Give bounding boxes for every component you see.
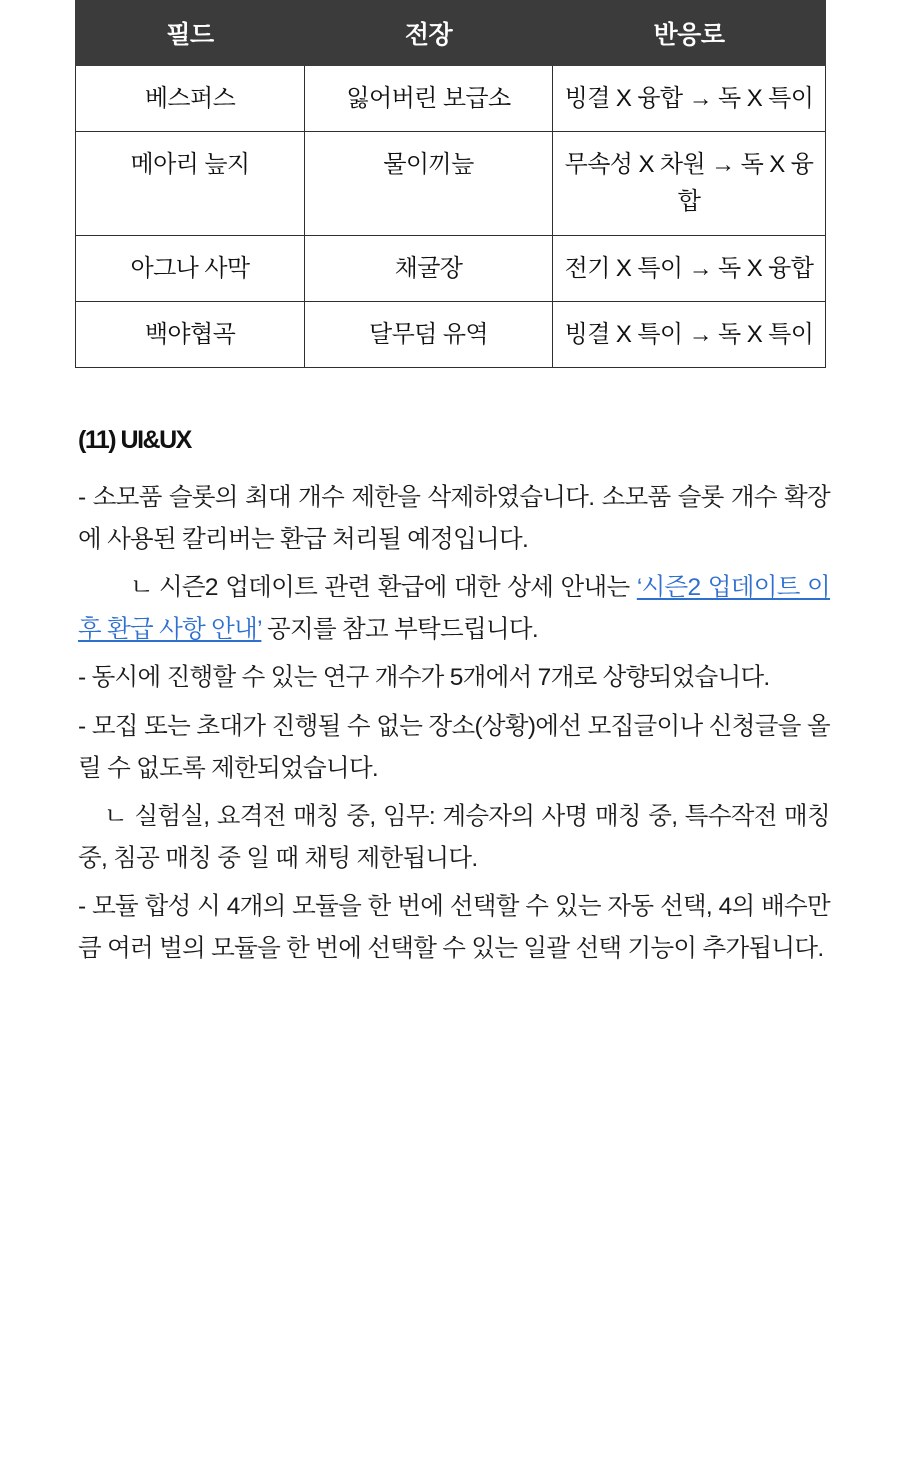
- paragraph-recruit-restriction: - 모집 또는 초대가 진행될 수 없는 장소(상황)에선 모집글이나 신청글을 올릴 수 없도록 제한되었습니다.: [78, 712, 830, 782]
- cell-field: 아그나 사막: [76, 235, 305, 301]
- reactor-table: [75, 0, 826, 368]
- cell-reactor: 빙결 X 융합 → 독 X 특이: [553, 66, 826, 132]
- table-row: [76, 132, 826, 235]
- cell-reactor: 전기 X 특이 → 독 X 융합: [553, 235, 826, 301]
- column-header-field: 필드: [76, 1, 305, 66]
- refund-notice-link[interactable]: ‘시즌2 업데이트 이후 환급 사항 안내’: [78, 574, 830, 644]
- cell-stage: 물이끼늪: [305, 132, 553, 235]
- sub-bullet-marker: ㄴ: [130, 574, 153, 602]
- table-header-row: [76, 1, 826, 66]
- cell-reactor: 빙결 X 특이 → 독 X 특이: [553, 301, 826, 367]
- cell-field: 백야협곡: [76, 301, 305, 367]
- cell-stage: 달무덤 유역: [305, 301, 553, 367]
- table-row: [76, 301, 826, 367]
- cell-stage: 채굴장: [305, 235, 553, 301]
- column-header-reactor: 반응로: [553, 1, 826, 66]
- paragraph-consumable-slot: - 소모품 슬롯의 최대 개수 제한을 삭제하였습니다. 소모품 슬롯 개수 확장에 사용된 칼리버는 환급 처리될 예정입니다.: [78, 483, 830, 554]
- cell-reactor: 무속성 X 차원 → 독 X 융합: [553, 132, 826, 235]
- table-row: [76, 235, 826, 301]
- paragraph-module-synthesis: - 모듈 합성 시 4개의 모듈을 한 번에 선택할 수 있는 자동 선택, 4의 배수만큼 여러 벌의 모듈을 한 번에 선택할 수 있는 일괄 선택 기능이 추가됩니다.: [78, 893, 830, 963]
- table-header: [76, 1, 826, 66]
- cell-stage: 잃어버린 보급소: [305, 66, 553, 132]
- paragraph-chat-restriction: ㄴ 실험실, 요격전 매칭 중, 임무: 계승자의 사명 매칭 중, 특수작전 매칭 중, 침공 매칭 중 일 때 채팅 제한됩니다.: [78, 802, 830, 872]
- refund-text-before: 시즌2 업데이트 관련 환급에 대한 상세 안내는: [158, 574, 637, 602]
- paragraph-refund-notice: [78, 567, 830, 651]
- column-header-stage: 전장: [305, 1, 553, 66]
- table-body: [76, 66, 826, 368]
- refund-text-after: 공지를 참고 부탁드립니다.: [261, 616, 538, 644]
- section-title: (11) UI&UX: [78, 425, 191, 454]
- cell-field: 메아리 늪지: [76, 132, 305, 235]
- table-row: [76, 66, 826, 132]
- cell-field: 베스퍼스: [76, 66, 305, 132]
- paragraph-research-count: - 동시에 진행할 수 있는 연구 개수가 5개에서 7개로 상향되었습니다.: [78, 664, 770, 692]
- reactor-table-container: [75, 0, 825, 368]
- ui-ux-section: [78, 368, 830, 970]
